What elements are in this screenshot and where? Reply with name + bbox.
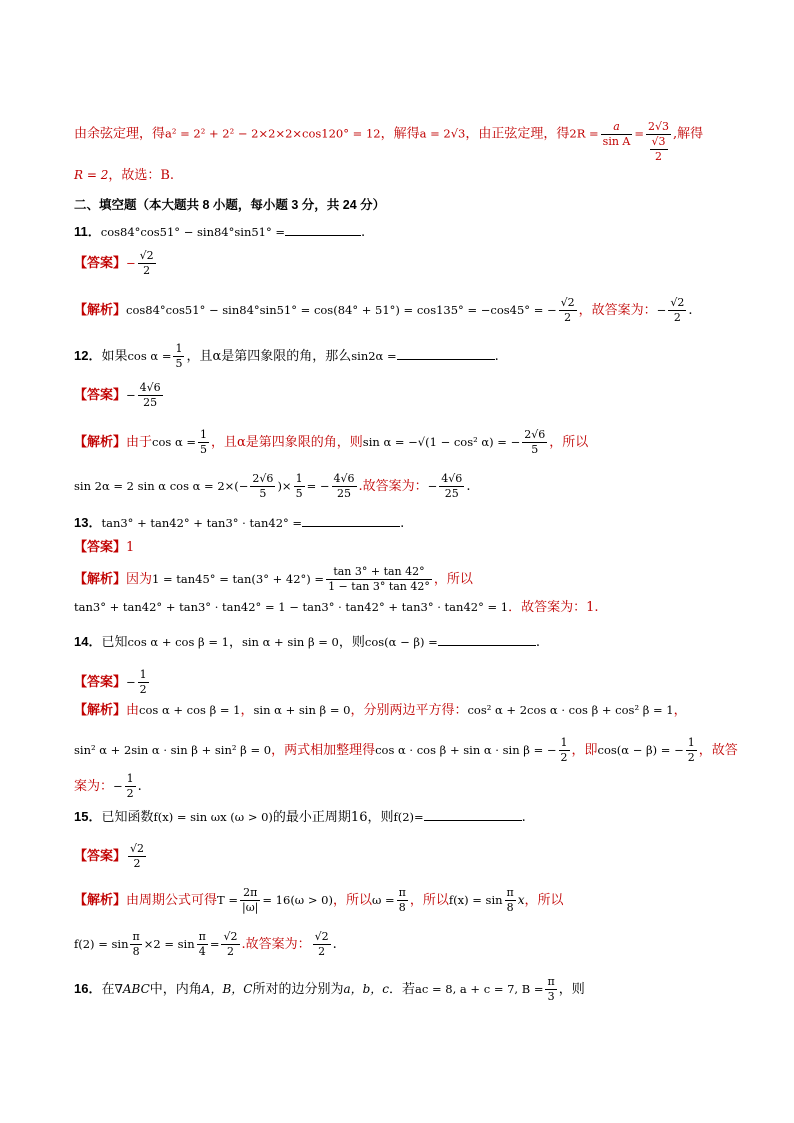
fraction-den: 2 — [139, 683, 147, 696]
question-16 — [74, 975, 754, 1004]
fraction-den: sin A — [602, 134, 631, 148]
fraction — [130, 930, 141, 959]
question-stem: . — [535, 635, 540, 650]
fraction-num: √3 — [651, 135, 666, 148]
fraction-den: 8 — [398, 901, 406, 914]
analysis-eq: cos α + cos β = 1 — [139, 703, 241, 717]
question-15 — [74, 806, 754, 827]
question-stem: ，则 — [338, 635, 365, 650]
question-12 — [74, 342, 754, 371]
analysis-15-line-1 — [74, 886, 754, 915]
question-number: 15． — [74, 809, 102, 824]
fraction — [240, 886, 260, 915]
fraction-den: 2 — [560, 751, 568, 764]
fraction-num: π — [398, 886, 406, 899]
analysis-text: ，两式相加整理得 — [271, 743, 376, 758]
fraction — [601, 120, 633, 149]
fraction-num: a — [601, 120, 633, 135]
question-stem: ，且α是第四象限的角，那么 — [186, 349, 352, 364]
analysis-text: . — [688, 303, 693, 318]
fraction-den: 5 — [175, 357, 183, 370]
question-number: 11． — [74, 224, 101, 239]
question-13 — [74, 512, 754, 533]
answer-value: − — [126, 675, 136, 689]
fraction-den: 8 — [506, 901, 514, 914]
fraction — [221, 930, 239, 959]
fraction-num: 4√6 — [139, 381, 161, 394]
intro-eq: R = 2 — [74, 168, 109, 182]
analysis-eq: − — [113, 779, 123, 793]
question-eq: sin2α = — [351, 349, 397, 363]
analysis-eq: cos(α − β) = − — [597, 743, 684, 757]
analysis-13-line-2 — [74, 598, 754, 617]
fraction — [173, 342, 184, 371]
question-number: 16． — [74, 981, 102, 996]
answer-blank — [438, 631, 536, 646]
fraction-num: 1 — [560, 736, 568, 749]
analysis-label: 【解析】 — [74, 892, 127, 907]
fraction — [686, 736, 697, 765]
answer-label: 【答案】 — [74, 674, 127, 689]
fraction-num: tan 3° + tan 42° — [326, 565, 432, 580]
analysis-eq: T = — [217, 893, 238, 907]
answer-14 — [74, 668, 754, 697]
fraction — [138, 249, 156, 278]
analysis-eq: − — [656, 303, 667, 317]
analysis-text: .故答案为： — [358, 479, 428, 494]
analysis-eq: = 16(ω > 0) — [262, 893, 333, 907]
analysis-text: 由 — [126, 703, 140, 718]
fraction-den: 2 — [564, 311, 572, 324]
analysis-text: 由于 — [126, 435, 153, 450]
answer-value: − — [126, 256, 136, 270]
question-stem: ，则 — [558, 982, 585, 997]
fraction-num: π — [198, 930, 206, 943]
answer-11 — [74, 249, 754, 278]
question-number: 12． — [74, 348, 102, 363]
answer-label: 【答案】 — [74, 848, 127, 863]
fraction — [332, 472, 357, 501]
fraction — [125, 772, 136, 801]
fraction-den: 2 — [687, 751, 695, 764]
question-eq: f(x) = sin ωx (ω > 0) — [153, 810, 273, 824]
analysis-12-line-1 — [74, 428, 754, 457]
analysis-eq: ×2 = sin — [143, 937, 195, 951]
analysis-text: ．故答案为：1. — [508, 600, 599, 615]
analysis-13-line-1 — [74, 565, 754, 594]
analysis-text: 因为 — [126, 572, 153, 587]
question-eq: a，b，c — [343, 982, 390, 996]
question-stem: 如果 — [101, 349, 128, 364]
fraction-den: 2 — [143, 264, 151, 277]
fraction-den: 4 — [198, 945, 206, 958]
analysis-eq: sin α = −√(1 − cos² α) = − — [362, 435, 521, 449]
fraction-num: 2√3 — [648, 120, 670, 133]
fraction-den: 2 — [655, 150, 663, 163]
fraction-den: 2 — [226, 945, 234, 958]
analysis-14-line-1 — [74, 701, 754, 720]
answer-blank — [285, 221, 361, 236]
analysis-text: ，分别两边平方得： — [350, 703, 468, 718]
fraction-num: 1 — [687, 736, 695, 749]
answer-15 — [74, 842, 754, 871]
fraction — [138, 668, 149, 697]
analysis-eq: )× — [277, 479, 292, 493]
analysis-label: 【解析】 — [74, 571, 127, 586]
analysis-eq: cos α = — [152, 435, 197, 449]
intro-eq: 2R = — [569, 126, 599, 141]
fraction-den: 25 — [444, 487, 459, 500]
fraction-num: π — [547, 975, 555, 988]
analysis-text: ，所以 — [524, 893, 564, 908]
analysis-text: ，所以 — [549, 435, 589, 450]
fraction-num: 1 — [200, 428, 208, 441]
question-11: 11．cos84°cos51° − sin84°sin51° = . — [74, 221, 754, 242]
fraction — [505, 886, 516, 915]
analysis-label: 【解析】 — [74, 302, 127, 317]
fraction-den: 2 — [133, 857, 141, 870]
analysis-label: 【解析】 — [74, 434, 127, 449]
analysis-eq: x — [517, 893, 525, 907]
question-stem: . — [494, 349, 499, 364]
question-stem: 已知函数 — [101, 810, 154, 825]
fraction — [313, 930, 331, 959]
fraction — [326, 565, 432, 594]
fraction-num: 2√6 — [524, 428, 546, 441]
answer-12 — [74, 381, 754, 410]
fraction-den: 5 — [200, 443, 208, 456]
question-eq: cos α = — [127, 349, 172, 363]
fraction-num: √2 — [670, 296, 685, 309]
fraction-num: 4√6 — [333, 472, 355, 485]
analysis-text: ，所以 — [409, 893, 449, 908]
fraction — [250, 472, 275, 501]
analysis-text: ，故答 — [698, 743, 738, 758]
fraction-num: 1 — [295, 472, 303, 485]
question-stem: 中，内角 — [149, 982, 202, 997]
fraction-num: 1 — [126, 772, 134, 785]
question-eq: cos α + cos β = 1 — [127, 635, 229, 649]
fraction — [128, 842, 146, 871]
analysis-text: ，即 — [571, 743, 598, 758]
analysis-eq: f(x) = sin — [448, 893, 503, 907]
question-stem: . — [521, 810, 526, 825]
fraction — [559, 736, 570, 765]
fraction-den — [646, 135, 671, 164]
fraction-num: 4√6 — [441, 472, 463, 485]
fraction-num: √2 — [139, 249, 154, 262]
question-stem: . — [400, 516, 405, 531]
analysis-text: ，且α是第四象限的角，则 — [211, 435, 363, 450]
fraction — [138, 381, 163, 410]
question-stem: 的最小正周期16，则 — [272, 810, 394, 825]
intro-line-1 — [74, 112, 754, 163]
question-eq: f(2)= — [393, 810, 424, 824]
fraction-den: 5 — [295, 487, 303, 500]
fraction-den: 25 — [337, 487, 351, 500]
analysis-15-line-2 — [74, 930, 754, 959]
fraction-num: π — [132, 930, 140, 943]
fraction — [397, 886, 408, 915]
analysis-text: ，所以 — [332, 893, 372, 908]
question-stem: cos84°cos51° − sin84°sin51° = — [100, 225, 286, 239]
question-eq: ac = 8, a + c = 7, B = — [415, 982, 544, 996]
fraction-num: 1 — [175, 342, 183, 355]
analysis-11 — [74, 296, 754, 325]
analysis-text: . — [466, 479, 471, 494]
answer-label: 【答案】 — [74, 539, 127, 554]
fraction — [439, 472, 464, 501]
analysis-text: ， — [673, 703, 687, 718]
fraction-den: 2 — [126, 787, 134, 800]
analysis-eq: tan3° + tan42° + tan3° · tan42° = 1 − tan3° · tan42° + tan3° · tan42° = 1 — [74, 600, 509, 614]
fraction — [522, 428, 547, 457]
fraction-num: 2√6 — [252, 472, 274, 485]
analysis-text: ， — [240, 703, 254, 718]
analysis-text: ，故答案为： — [578, 303, 657, 318]
answer-value: − — [126, 388, 136, 402]
question-stem: tan3° + tan42° + tan3° · tan42° = — [101, 516, 303, 530]
fraction-den: 5 — [259, 487, 267, 500]
question-eq: cos(α − β) = — [364, 635, 438, 649]
question-eq: sin α + sin β = 0 — [241, 635, 339, 649]
analysis-eq: cos² α + 2cos α · cos β + cos² β = 1 — [467, 703, 674, 717]
fraction — [545, 975, 556, 1004]
analysis-eq: f(2) = sin — [74, 937, 129, 951]
analysis-eq: cos α · cos β + sin α · sin β = − — [375, 743, 557, 757]
question-stem: 所对的边分别为 — [252, 982, 344, 997]
fraction — [668, 296, 686, 325]
intro-text: ，故选：B. — [108, 168, 175, 183]
analysis-eq: = — [209, 937, 220, 951]
answer-blank — [302, 512, 400, 527]
fraction — [197, 930, 208, 959]
analysis-eq: sin α + sin β = 0 — [253, 703, 351, 717]
fraction-num: √2 — [223, 930, 238, 943]
fraction-num: π — [506, 886, 514, 899]
question-eq: A，B，C — [201, 982, 253, 996]
analysis-eq: 1 = tan45° = tan(3° + 42°) = — [152, 572, 325, 586]
fraction — [198, 428, 209, 457]
fraction — [559, 296, 577, 325]
analysis-eq: sin² α + 2sin α · sin β + sin² β = 0 — [74, 743, 272, 757]
intro-text: ,解得 — [673, 126, 704, 142]
question-eq: ∇ABC — [114, 982, 150, 996]
intro-line-2 — [74, 166, 754, 185]
intro-text: ，解得 — [380, 126, 420, 142]
analysis-text: .故答案为： — [241, 937, 311, 952]
section-header: 二、填空题（本大题共 8 小题，每小题 3 分，共 24 分） — [74, 198, 386, 212]
analysis-text: . — [137, 779, 142, 794]
question-number: 14． — [74, 634, 102, 649]
analysis-text: 由周期公式可得 — [126, 893, 218, 908]
fraction-num: 1 — [139, 668, 147, 681]
fraction-num: √2 — [560, 296, 575, 309]
intro-text: 由余弦定理，得 — [74, 126, 166, 142]
analysis-12-line-2 — [74, 472, 754, 501]
question-14 — [74, 631, 754, 652]
analysis-text: ，所以 — [433, 572, 473, 587]
fraction — [294, 472, 305, 501]
analysis-eq: − — [427, 479, 438, 493]
fraction-den: 1 − tan 3° tan 42° — [328, 580, 430, 593]
question-stem: ．若 — [389, 982, 416, 997]
question-stem: 已知 — [101, 635, 128, 650]
answer-label: 【答案】 — [74, 387, 127, 402]
question-stem: ， — [228, 635, 242, 650]
analysis-eq: ω = — [371, 893, 395, 907]
fraction-num: √2 — [314, 930, 329, 943]
answer-value: 1 — [126, 540, 135, 555]
fraction-num: 2π — [240, 886, 260, 901]
question-number: 13． — [74, 515, 102, 530]
fraction-num: √2 — [130, 842, 145, 855]
answer-blank — [397, 345, 495, 360]
answer-blank — [424, 806, 522, 821]
intro-eq: a² = 2² + 2² − 2×2×2×cos120° = 12 — [165, 126, 381, 141]
fraction-den: 5 — [531, 443, 539, 456]
fraction-den: 3 — [547, 990, 555, 1003]
fraction-den: 2 — [673, 311, 681, 324]
analysis-label: 【解析】 — [74, 702, 127, 717]
analysis-eq: cos84°cos51° − sin84°sin51° = cos(84° + 51°) = cos135° = −cos45° = − — [126, 303, 557, 317]
intro-eq: a = 2√3 — [419, 126, 466, 141]
question-stem: 在 — [101, 982, 115, 997]
fraction — [646, 120, 671, 164]
analysis-eq: = − — [306, 479, 330, 493]
fraction-den: 25 — [143, 396, 158, 409]
fraction-den: 2 — [318, 945, 326, 958]
analysis-14-line-3 — [74, 772, 754, 801]
answer-label: 【答案】 — [74, 255, 127, 270]
analysis-text: . — [332, 937, 337, 952]
answer-13 — [74, 538, 754, 557]
analysis-text: 案为： — [74, 779, 114, 794]
analysis-14-line-2 — [74, 736, 754, 765]
analysis-eq: sin 2α = 2 sin α cos α = 2×(− — [74, 479, 249, 493]
fraction-den: |ω| — [242, 901, 259, 914]
intro-eq: = — [634, 126, 645, 141]
intro-text: ，由正弦定理，得 — [465, 126, 570, 142]
fraction-den: 8 — [132, 945, 140, 958]
